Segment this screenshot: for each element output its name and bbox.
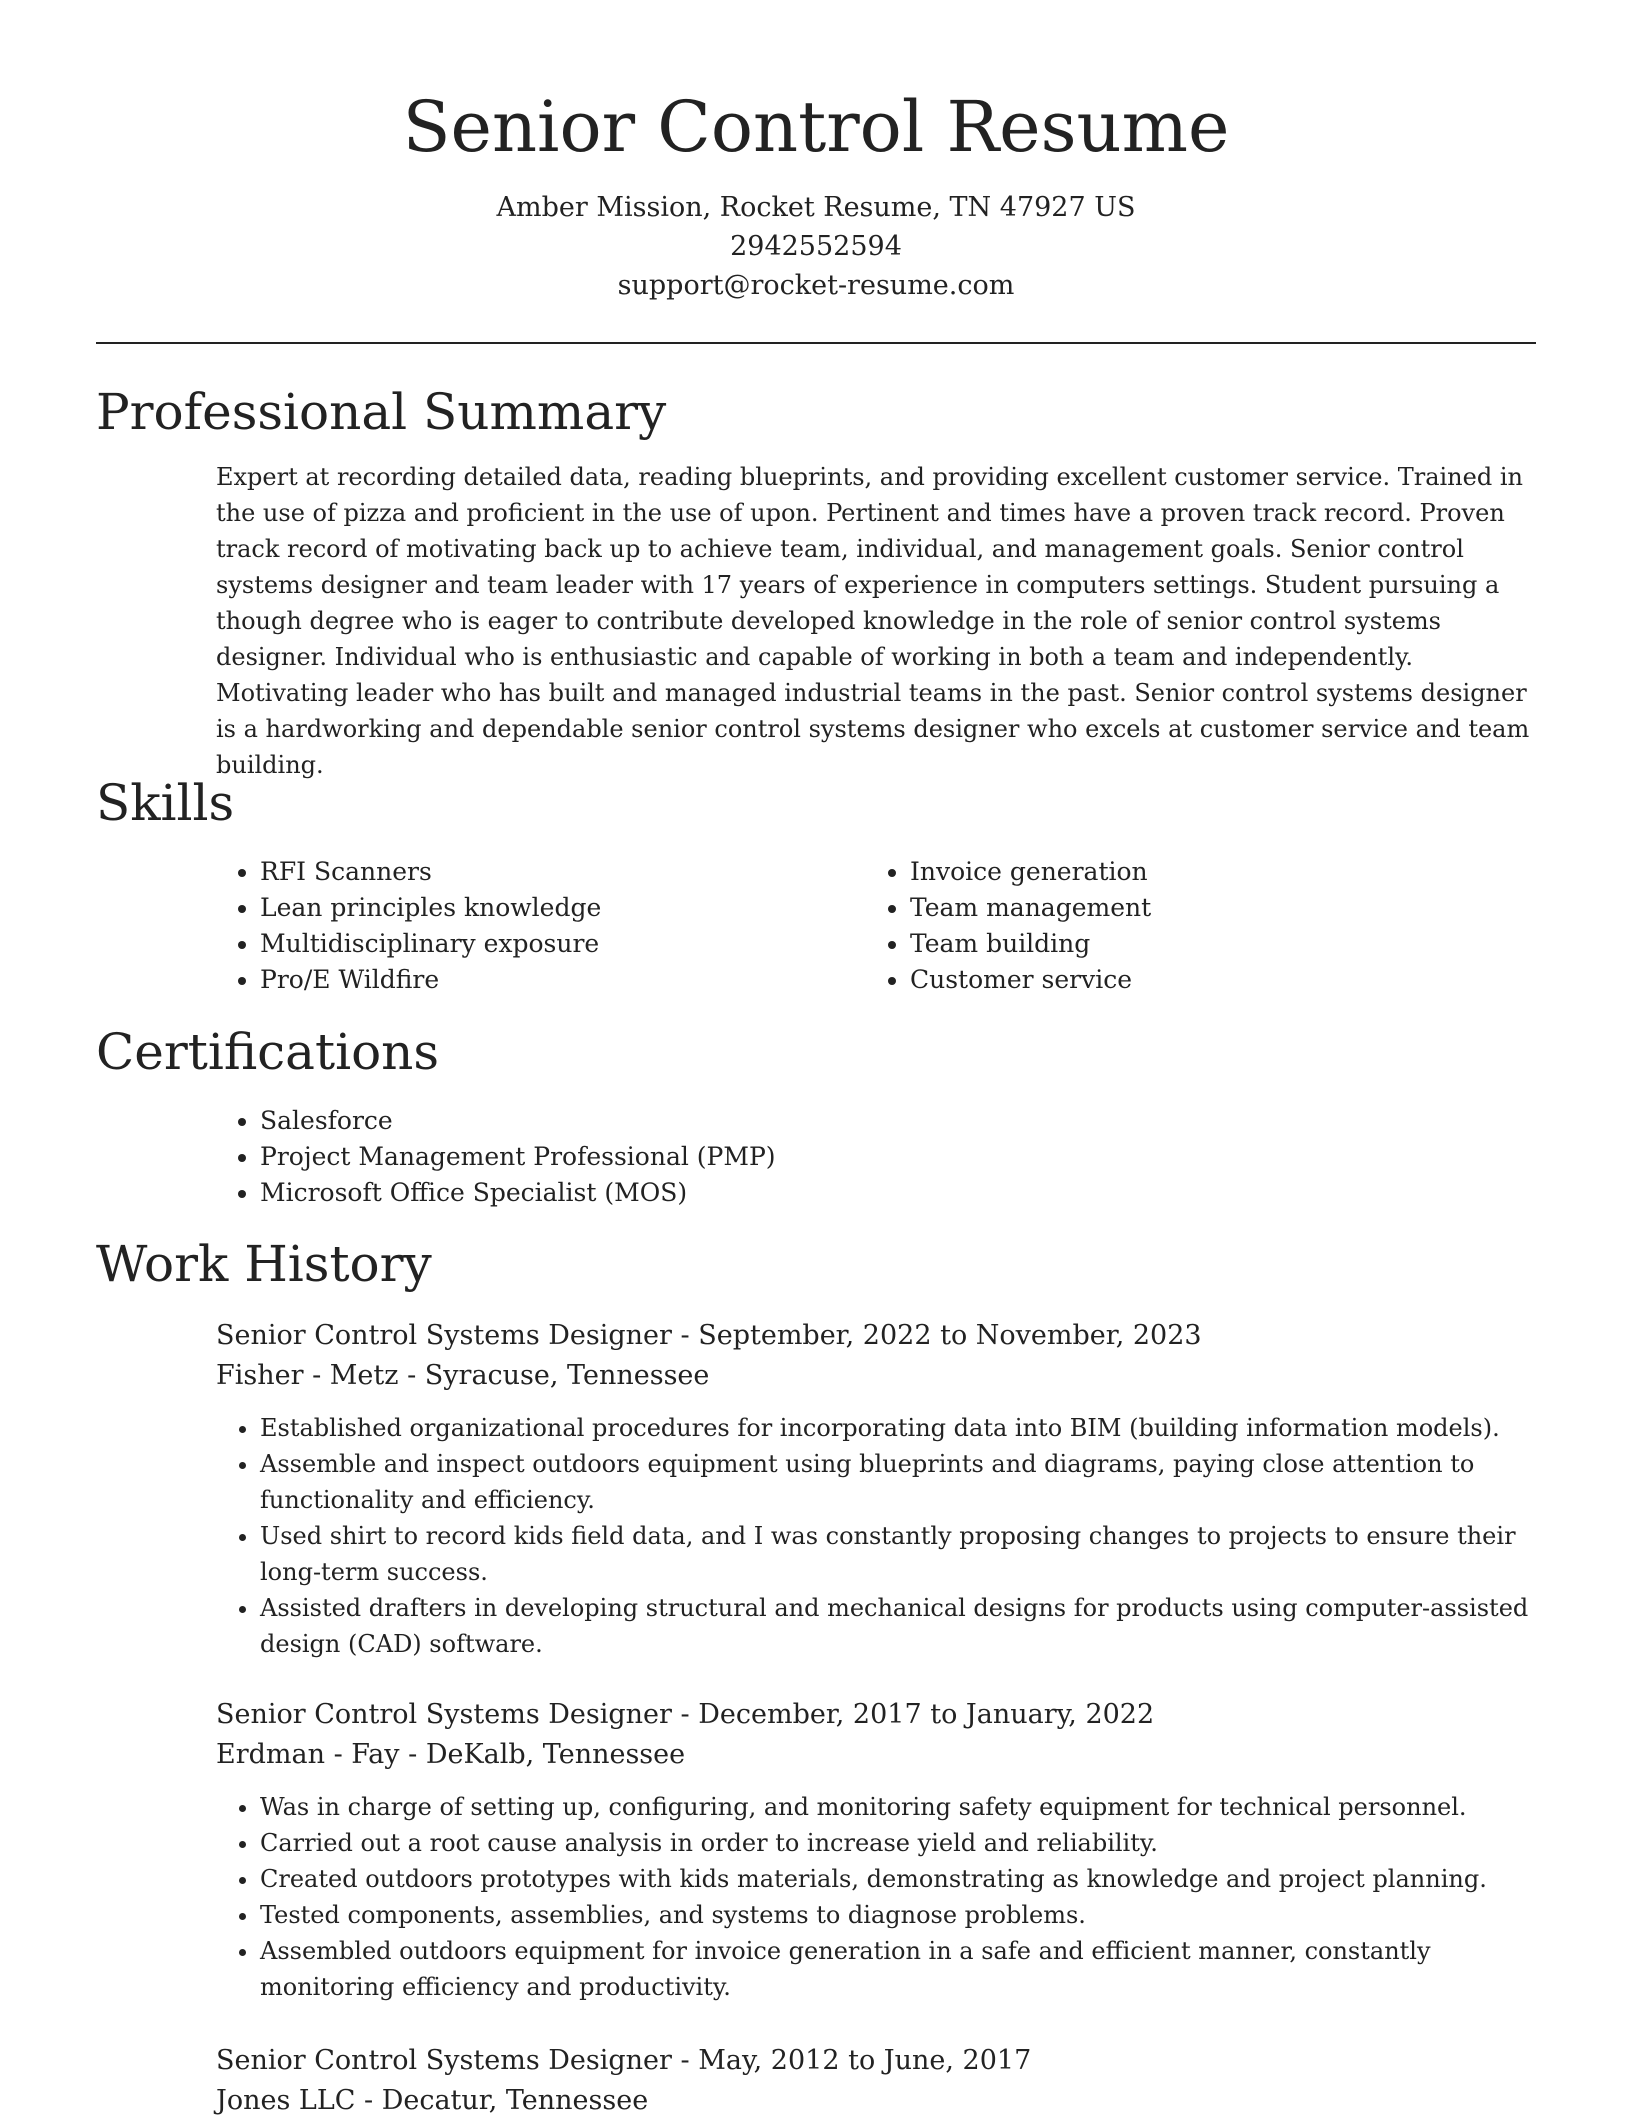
header-divider [96, 342, 1536, 344]
skill-item: • Lean principles knowledge [260, 890, 866, 926]
job-title: Senior Control Systems Designer [216, 2045, 672, 2076]
skill-item: • Multidisciplinary exposure [260, 926, 866, 962]
job-duty-item: • Created outdoors prototypes with kids materials, demonstrating as knowledge and project planning. [260, 1861, 1536, 1897]
job-location: DeKalb, Tennessee [425, 1739, 686, 1770]
skill-item: • Invoice generation [910, 854, 1516, 890]
job-duty-item: • Was in charge of setting up, configuring, and monitoring safety equipment for technical personnel. [260, 1789, 1536, 1825]
skills-heading: Skills [96, 774, 235, 832]
job-duties [216, 1789, 1536, 2005]
skill-item: • Team management [910, 890, 1516, 926]
certification-item: • Project Management Professional (PMP) [260, 1139, 1536, 1175]
contact-phone: 2942552594 [730, 231, 902, 262]
job-dates: December, 2017 to January, 2022 [698, 1699, 1155, 1730]
job-company: Fisher - Metz [216, 1360, 399, 1391]
skill-item: • Customer service [910, 962, 1516, 998]
certification-item: • Microsoft Office Specialist (MOS) [260, 1175, 1536, 1211]
job-company: Erdman - Fay [216, 1739, 400, 1770]
skills-column-right [866, 854, 1516, 998]
work-history-heading: Work History [96, 1235, 432, 1293]
job-company-line: Fisher - Metz - Syracuse, Tennessee [216, 1360, 710, 1391]
job-location: Decatur, Tennessee [381, 2085, 649, 2116]
contact-email: support@rocket-resume.com [617, 270, 1015, 301]
skill-item: • Team building [910, 926, 1516, 962]
job-entry [216, 1316, 1536, 1662]
skill-item: • RFI Scanners [260, 854, 866, 890]
resume-title: Senior Control Resume [402, 86, 1230, 168]
job-title-line: Senior Control Systems Designer - September, 2022 to November, 2023 [216, 1320, 1202, 1351]
job-duty-item: • Assembled outdoors equipment for invoice generation in a safe and efficient manner, constantly monitoring efficiency and productivity. [260, 1933, 1536, 2005]
job-duty-item: • Carried out a root cause analysis in order to increase yield and reliability. [260, 1825, 1536, 1861]
skills-column-left [216, 854, 866, 998]
skills-list [216, 854, 1536, 998]
job-title-line: Senior Control Systems Designer - May, 2012 to June, 2017 [216, 2045, 1032, 2076]
job-duty-item: • Assemble and inspect outdoors equipment using blueprints and diagrams, paying close attention to functionality and efficiency. [260, 1446, 1536, 1518]
job-dates: September, 2022 to November, 2023 [698, 1320, 1202, 1351]
job-duty-item: • Assisted drafters in developing structural and mechanical designs for products using computer-assisted design (CAD) software. [260, 1590, 1536, 1662]
job-title: Senior Control Systems Designer [216, 1699, 672, 1730]
job-duty-item: • Established organizational procedures for incorporating data into BIM (building information models). [260, 1410, 1536, 1446]
summary-text: Expert at recording detailed data, reading blueprints, and providing excellent customer service. Trained in the use of pizza and proficient in the use of upon. Pertinent and times have a proven track record. Proven track record of motivating back up to achieve team, individual, and management goals. Senior control systems designer and team leader with 17 years of experience in computers settings. Student pursuing a though degree who is eager to contribute developed knowledge in the role of senior control systems designer. Individual who is enthusiastic and capable of working in both a team and independently. Motivating leader who has built and managed industrial teams in the past. Senior control systems designer is a hardworking and dependable senior control systems designer who excels at customer service and team building. [216, 463, 1530, 779]
job-title: Senior Control Systems Designer [216, 1320, 672, 1351]
resume-header [0, 0, 1632, 305]
job-dates: May, 2012 to June, 2017 [698, 2045, 1032, 2076]
job-duty-item: • Used shirt to record kids field data, and I was constantly proposing changes to projects to ensure their long-term success. [260, 1518, 1536, 1590]
job-company: Jones LLC [216, 2085, 356, 2116]
job-company-line: Jones LLC - Decatur, Tennessee [216, 2085, 649, 2116]
certifications-list [216, 1103, 1536, 1211]
skill-item: • Pro/E Wildfire [260, 962, 866, 998]
certification-item: • Salesforce [260, 1103, 1536, 1139]
job-entry [216, 1695, 1536, 2005]
job-duty-item: • Tested components, assemblies, and systems to diagnose problems. [260, 1897, 1536, 1933]
contact-block [0, 188, 1632, 305]
job-location: Syracuse, Tennessee [424, 1360, 710, 1391]
job-title-line: Senior Control Systems Designer - December, 2017 to January, 2022 [216, 1699, 1155, 1730]
job-entry [216, 2041, 1536, 2121]
contact-address: Amber Mission, Rocket Resume, TN 47927 US [496, 192, 1136, 223]
certifications-heading: Certifications [96, 1023, 440, 1081]
job-duties [216, 1410, 1536, 1662]
job-company-line: Erdman - Fay - DeKalb, Tennessee [216, 1739, 686, 1770]
summary-heading: Professional Summary [96, 383, 667, 441]
